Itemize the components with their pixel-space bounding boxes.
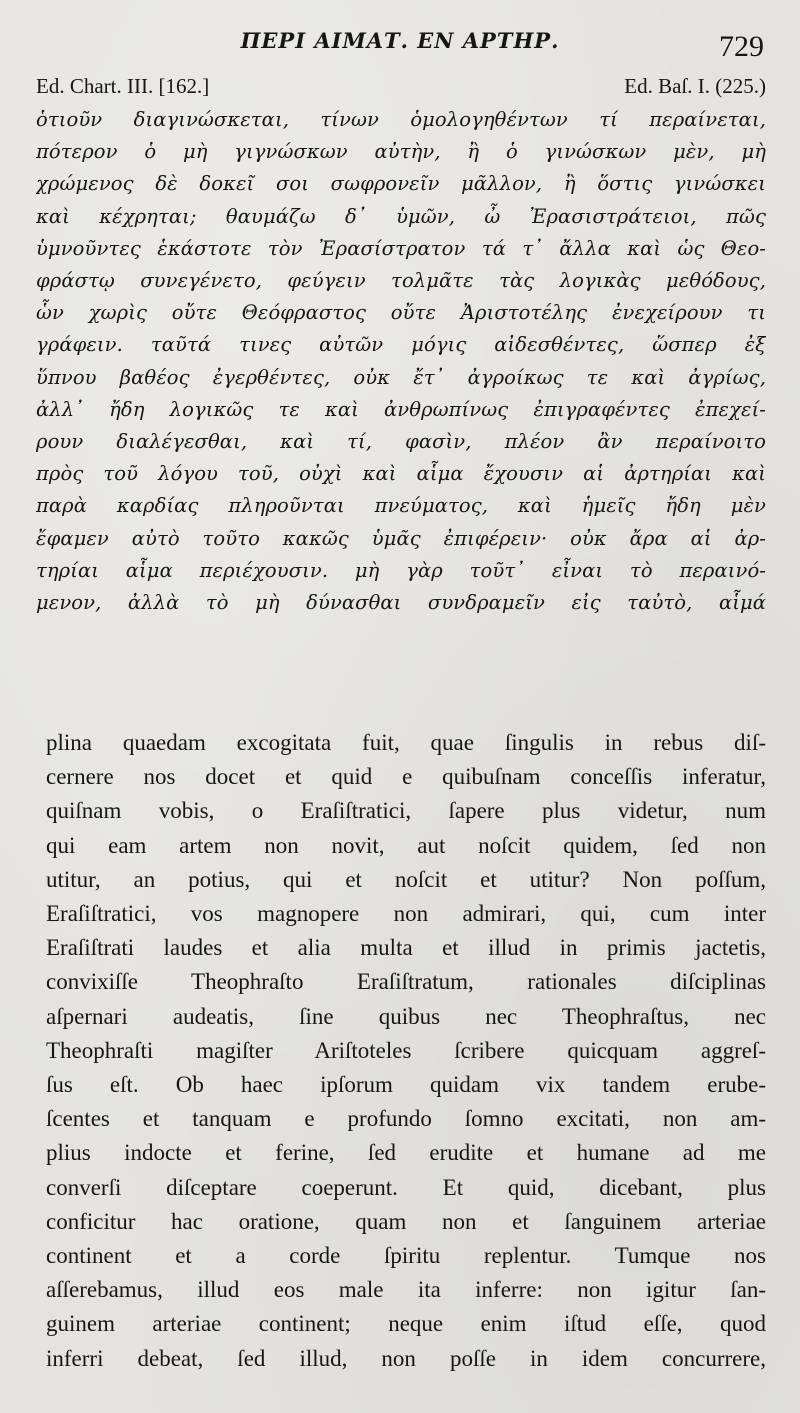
latin-line: aſſerebamus, illud eos male ita inferre: non igitur ſan- xyxy=(46,1277,766,1303)
latin-line: Eraſiſtratici, vos magnopere non admirari, qui, cum inter xyxy=(46,901,766,927)
greek-line: ὁτιοῦν διαγινώσκεται, τίνων ὁμολογηθέντων τί περαίνεται, xyxy=(36,108,766,131)
edition-left: Ed. Chart. III. [162.] xyxy=(36,74,210,98)
latin-line: utitur, an potius, qui et noſcit et utitur? Non poſſum, xyxy=(46,866,766,892)
latin-line: inferri debeat, ſed illud, non poſſe in idem concurrere, xyxy=(46,1345,766,1371)
latin-line: quiſnam vobis, o Eraſiſtratici, ſapere plus videtur, num xyxy=(46,798,766,824)
latin-line: convixiſſe Theophraſto Eraſiſtratum, rationales diſciplinas xyxy=(46,969,766,995)
latin-line: converſi diſceptare coeperunt. Et quid, dicebant, plus xyxy=(46,1174,766,1200)
latin-line: plius indocte et ferine, ſed erudite et humane ad me xyxy=(46,1140,766,1166)
latin-line: Theophraſti magiſter Ariſtoteles ſcribere quicquam aggreſ- xyxy=(46,1037,766,1063)
latin-line: qui eam artem non novit, aut noſcit quidem, ſed non xyxy=(46,832,766,858)
latin-line: plina quaedam excogitata fuit, quae ſingulis in rebus diſ- xyxy=(46,730,766,755)
greek-line: πρὸς τοῦ λόγου τοῦ, οὐχὶ καὶ αἷμα ἔχουσιν αἱ ἀρτηρίαι καὶ xyxy=(36,462,766,486)
greek-text-block xyxy=(36,104,766,619)
edition-right: Ed. Baſ. I. (225.) xyxy=(624,74,766,98)
latin-line: conficitur hac oratione, quam non et ſanguinem arteriae xyxy=(46,1208,766,1234)
latin-line: Eraſiſtrati laudes et alia multa et illud in primis jactetis, xyxy=(46,935,766,961)
greek-line: καὶ κέχρηται; θαυμάζω δ᾽ ὑμῶν, ὦ Ἐρασιστράτειοι, πῶς xyxy=(36,204,766,228)
latin-line: ſus eſt. Ob haec ipſorum quidam vix tandem erube- xyxy=(46,1072,766,1098)
greek-line: ἀλλ᾽ ἤδη λογικῶς τε καὶ ἀνθρωπίνως ἐπιγραφέντες ἐπεχεί- xyxy=(36,397,766,421)
page-number: 729 xyxy=(719,30,764,63)
greek-line: ὧν χωρὶς οὔτε Θεόφραστος οὔτε Ἀριστοτέλης ἐνεχείρουν τι xyxy=(36,301,766,325)
greek-line: ὕπνου βαθέος ἐγερθέντες, οὐκ ἔτ᾽ ἀγροίκως τε καὶ ἀγρίως, xyxy=(36,365,766,389)
greek-line: πότερον ὁ μὴ γιγνώσκων αὐτὴν, ἢ ὁ γινώσκων μὲν, μὴ xyxy=(36,140,766,164)
greek-line: τηρίαι αἷμα περιέχουσιν. μὴ γὰρ τοῦτ᾽ εἶναι τὸ περαινό- xyxy=(36,558,766,582)
greek-line: χρώμενος δὲ δοκεῖ σοι σωφρονεῖν μᾶλλον, ἢ ὅστις γινώσκει xyxy=(36,172,766,196)
greek-line: ρουν διαλέγεσθαι, καὶ τί, φασὶν, πλέον ἂν περαίνοιτο xyxy=(36,430,766,454)
latin-line: aſpernari audeatis, ſine quibus nec Theophraſtus, nec xyxy=(46,1003,766,1029)
running-title: ΠΕΡΙ ΑΙΜΑΤ. ΕΝ ΑΡΤΗΡ. xyxy=(240,28,560,53)
latin-text-block xyxy=(46,726,766,1376)
greek-line: γράφειν. ταῦτά τινες αὐτῶν μόγις αἰδεσθέντες, ὥσπερ ἐξ xyxy=(36,333,766,357)
latin-line: cernere nos docet et quid e quibuſnam conceſſis inferatur, xyxy=(46,764,766,790)
greek-line: μενον, ἀλλὰ τὸ μὴ δύνασθαι συνδραμεῖν εἰς ταὐτὸ, αἷμά xyxy=(36,591,766,615)
greek-line: ἔφαμεν αὐτὸ τοῦτο κακῶς ὑμᾶς ἐπιφέρειν· οὐκ ἄρα αἱ ἀρ- xyxy=(36,526,766,550)
latin-line: continent et a corde ſpiritu replentur. Tumque nos xyxy=(46,1243,766,1269)
greek-line: ὑμνοῦντες ἑκάστοτε τὸν Ἐρασίστρατον τά τ᾽ ἄλλα καὶ ὡς Θεο- xyxy=(36,236,766,260)
latin-line: guinem arteriae continent; neque enim iſtud eſſe, quod xyxy=(46,1311,766,1337)
latin-line: ſcentes et tanquam e profundo ſomno excitati, non am- xyxy=(46,1106,766,1132)
greek-line: παρὰ καρδίας πληροῦνται πνεύματος, καὶ ἡμεῖς ἤδη μὲν xyxy=(36,494,766,518)
greek-line: φράστῳ συνεγένετο, φεύγειν τολμᾶτε τὰς λογικὰς μεθόδους, xyxy=(36,269,766,293)
